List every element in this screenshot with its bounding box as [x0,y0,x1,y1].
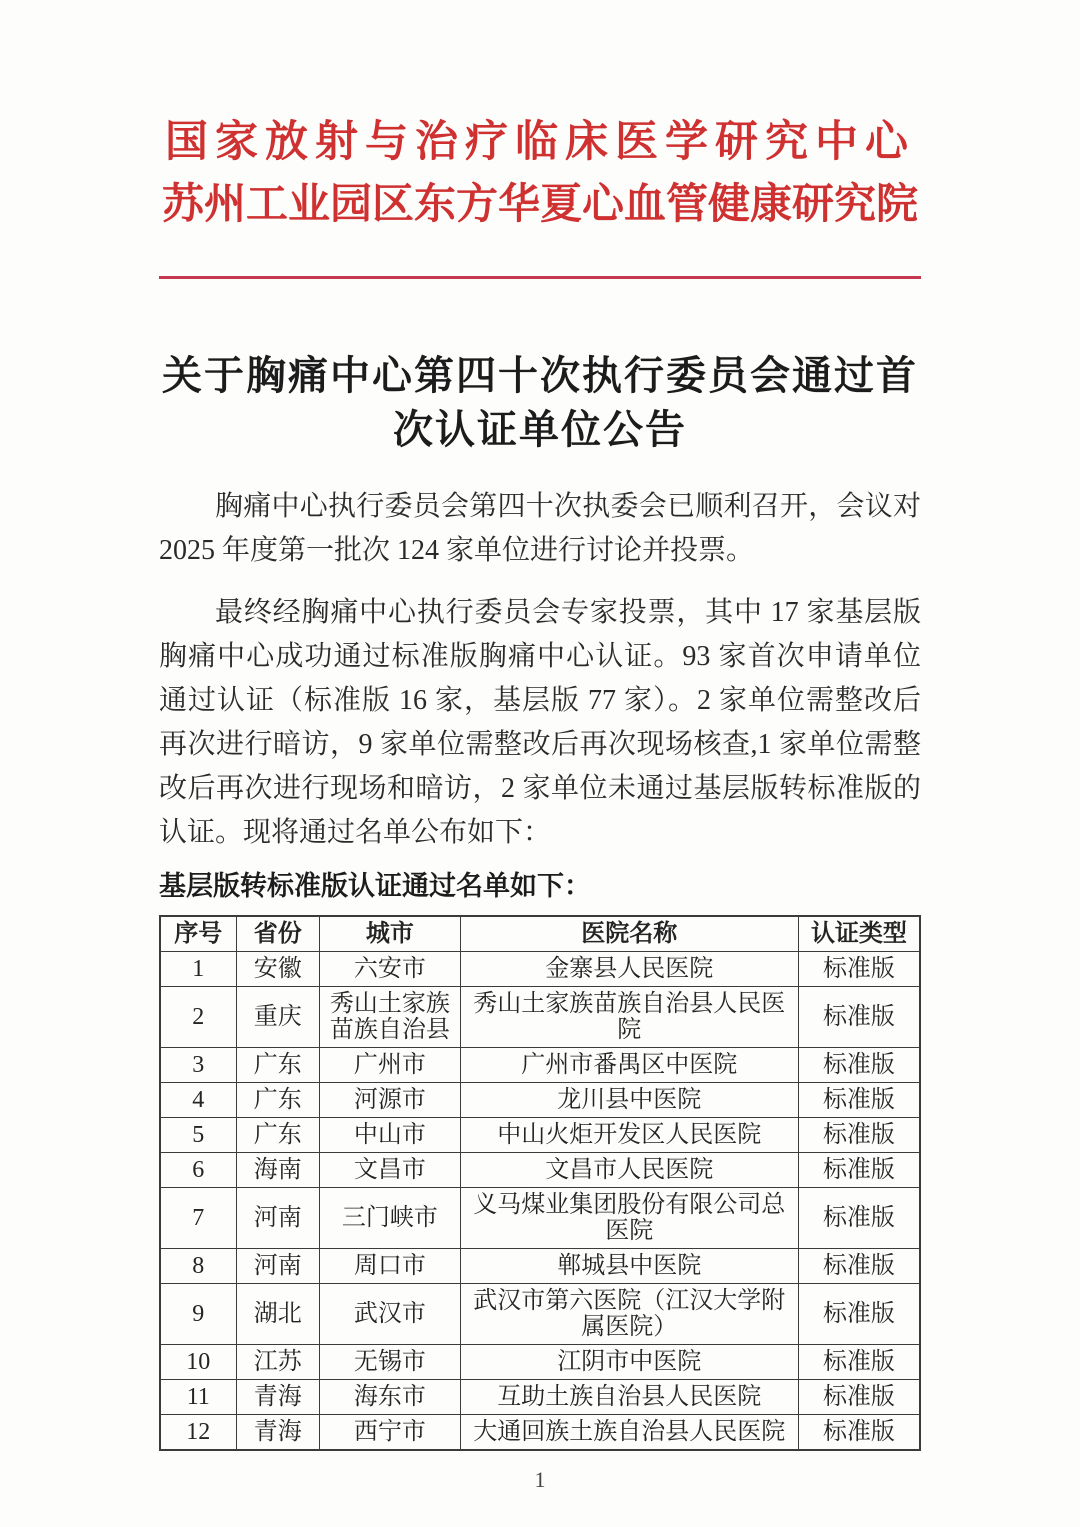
page-number: 1 [534,1467,546,1492]
certified-hospitals-table [159,915,921,1451]
certified-list-heading: 基层版转标准版认证通过名单如下： [159,871,591,901]
cell-hospital: 广州市番禺区中医院 [460,1048,798,1083]
cell-hospital: 互助土族自治县人民医院 [460,1380,798,1415]
cell-hospital: 武汉市第六医院（江汉大学附属医院） [460,1284,798,1345]
table-row [160,987,920,1048]
table-row [160,1153,920,1188]
table-row [160,1188,920,1249]
cell-hospital: 龙川县中医院 [460,1083,798,1118]
cell-hospital: 金寨县人民医院 [460,952,798,987]
cell-province: 广东 [236,1118,320,1153]
table-row [160,1284,920,1345]
cell-province: 河南 [236,1188,320,1249]
cell-cert-type: 标准版 [798,1345,920,1380]
cell-hospital: 文昌市人民医院 [460,1153,798,1188]
col-header-hospital: 医院名称 [460,916,798,952]
document-title: 关于胸痛中心第四十次执行委员会通过首次认证单位公告 [162,353,918,452]
col-header-city: 城市 [320,916,461,952]
table-row [160,1380,920,1415]
cell-hospital: 大通回族土族自治县人民医院 [460,1415,798,1451]
cell-city: 秀山土家族苗族自治县 [320,987,461,1048]
cell-province: 安徽 [236,952,320,987]
cell-no: 8 [160,1249,236,1284]
cell-no: 1 [160,952,236,987]
cell-city: 河源市 [320,1083,461,1118]
col-header-province: 省份 [236,916,320,952]
cell-city: 文昌市 [320,1153,461,1188]
cell-no: 10 [160,1345,236,1380]
cell-province: 江苏 [236,1345,320,1380]
cell-no: 12 [160,1415,236,1451]
header-divider-rule [159,276,921,279]
cell-no: 7 [160,1188,236,1249]
cell-cert-type: 标准版 [798,1083,920,1118]
cell-no: 4 [160,1083,236,1118]
table-row [160,1083,920,1118]
col-header-no: 序号 [160,916,236,952]
cell-cert-type: 标准版 [798,1153,920,1188]
org-name-line2: 苏州工业园区东方华夏心血管健康研究院 [161,182,918,228]
cell-cert-type: 标准版 [798,1118,920,1153]
cell-hospital: 郸城县中医院 [460,1249,798,1284]
cell-city: 广州市 [320,1048,461,1083]
table-row [160,1118,920,1153]
table-row [160,1415,920,1451]
cell-no: 9 [160,1284,236,1345]
cell-hospital: 江阴市中医院 [460,1345,798,1380]
cell-province: 广东 [236,1048,320,1083]
cell-city: 三门峡市 [320,1188,461,1249]
cell-city: 六安市 [320,952,461,987]
cell-city: 周口市 [320,1249,461,1284]
cell-cert-type: 标准版 [798,1415,920,1451]
org-name-line1: 国家放射与治疗临床医学研究中心 [165,119,915,166]
paragraph-results: 最终经胸痛中心执行委员会专家投票，其中 17 家基层版胸痛中心成功通过标准版胸痛中心认证。93 家首次申请单位通过认证（标准版 16 家，基层版 77 家）。2 家单位需整改后再次进行暗访，9 家单位需整改后再次现场核查,1 家单位需整改后再次进行现场和暗访，2 家单位未通过基层版转标准版的认证。现将通过名单公布如下： [159,597,921,848]
cell-province: 河南 [236,1249,320,1284]
cell-no: 11 [160,1380,236,1415]
cell-cert-type: 标准版 [798,1048,920,1083]
cell-no: 5 [160,1118,236,1153]
cell-cert-type: 标准版 [798,1284,920,1345]
cell-province: 青海 [236,1415,320,1451]
table-row [160,1345,920,1380]
cell-city: 西宁市 [320,1415,461,1451]
cell-city: 中山市 [320,1118,461,1153]
cell-no: 6 [160,1153,236,1188]
cell-province: 青海 [236,1380,320,1415]
cell-province: 广东 [236,1083,320,1118]
cell-cert-type: 标准版 [798,1249,920,1284]
cell-hospital: 中山火炬开发区人民医院 [460,1118,798,1153]
cell-no: 3 [160,1048,236,1083]
cell-city: 无锡市 [320,1345,461,1380]
cell-hospital: 秀山土家族苗族自治县人民医院 [460,987,798,1048]
table-row [160,1048,920,1083]
cell-city: 武汉市 [320,1284,461,1345]
cell-cert-type: 标准版 [798,952,920,987]
cell-province: 重庆 [236,987,320,1048]
cell-hospital: 义马煤业集团股份有限公司总医院 [460,1188,798,1249]
cell-province: 海南 [236,1153,320,1188]
cell-no: 2 [160,987,236,1048]
table-row [160,1249,920,1284]
cell-cert-type: 标准版 [798,1380,920,1415]
cell-cert-type: 标准版 [798,1188,920,1249]
col-header-cert-type: 认证类型 [798,916,920,952]
table-row [160,952,920,987]
cell-city: 海东市 [320,1380,461,1415]
cell-cert-type: 标准版 [798,987,920,1048]
paragraph-intro: 胸痛中心执行委员会第四十次执委会已顺利召开，会议对 2025 年度第一批次 124 家单位进行讨论并投票。 [159,491,921,566]
document-content [159,0,921,1493]
cell-province: 湖北 [236,1284,320,1345]
table-header-row [160,916,920,952]
